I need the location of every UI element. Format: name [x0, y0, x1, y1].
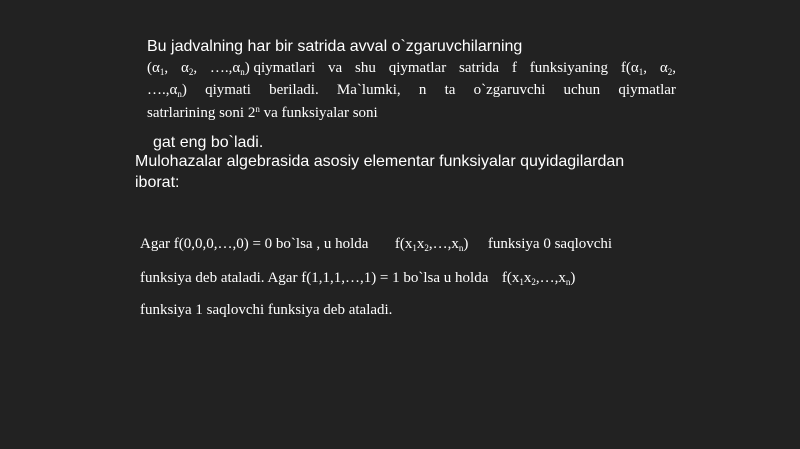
section-heading-1: Mulohazalar algebrasida asosiy elementar funksiyalar quyidagilardan [135, 153, 625, 170]
definition-line-2: funksiya deb ataladi. Agar f(1,1,1,…,1) = 1 bo`lsa u holda $f(x_1x_2,\dots,x_n)$ [140, 270, 576, 288]
definition-line-3: funksiya 1 saqlovchi funksiya deb ataladi. [140, 302, 393, 318]
definition-line-1: Agar f(0,0,0,…,0) = 0 bo`lsa , u holda $f(x_1x_2,\dots,x_n)$ funksiya 0 saqlovchi [140, 236, 613, 254]
intro-line-5: gat eng bo`ladi. [153, 134, 264, 151]
section-heading-2: iborat: [135, 174, 180, 191]
intro-line-4: satrlarining soni 2$^n$ va funksiyalar soni [147, 104, 378, 121]
intro-line-3: $\dots.,\alpha_n$) qiymati beriladi. Ma`lumki, n ta o`zgaruvchi uchun qiymatlar [147, 82, 676, 100]
intro-line-2: ($\alpha_1$, $\alpha_2$, $\dots.,\alpha_n$) qiymatlari va shu qiymatlar satrida f funksiyaning $f(\alpha_1$, $\alpha_2$, [147, 60, 676, 78]
intro-line-1: Bu jadvalning har bir satrida avval o`zgaruvchilarning [147, 38, 523, 55]
